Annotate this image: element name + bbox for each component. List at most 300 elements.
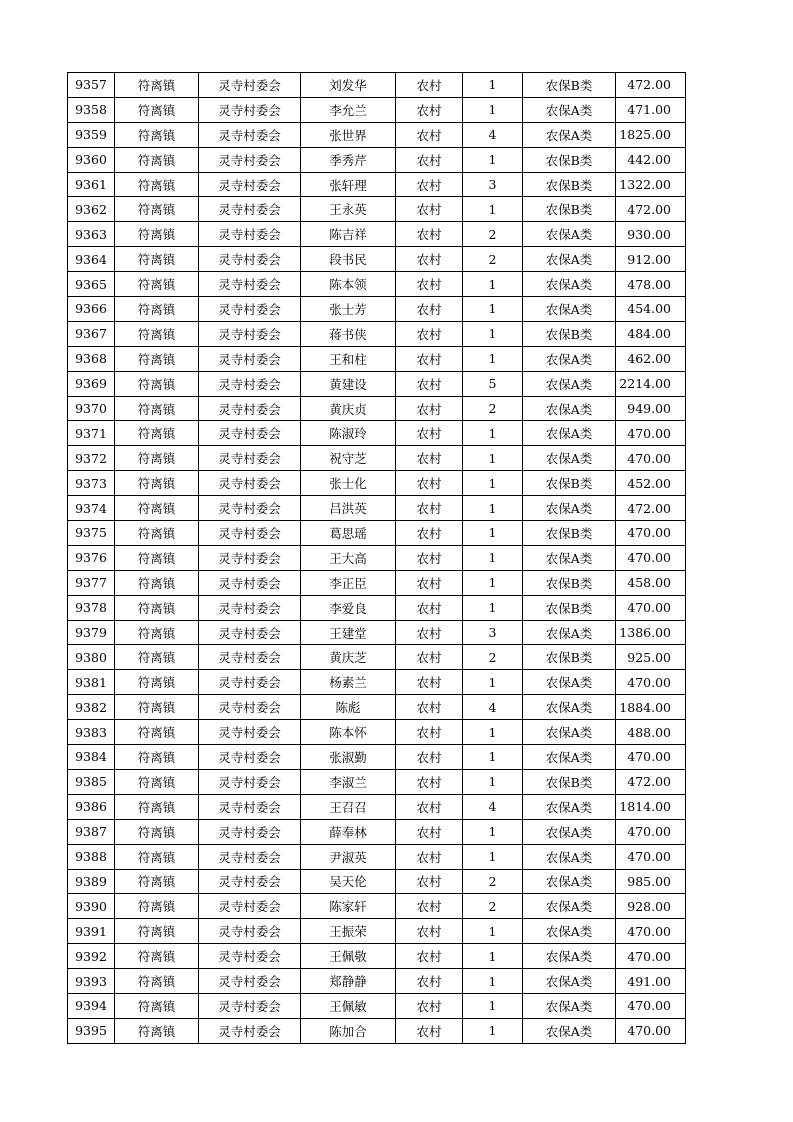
- insurance-category-cell: 农保A类: [523, 969, 616, 994]
- town-cell: 符离镇: [115, 794, 199, 819]
- town-cell: 符离镇: [115, 695, 199, 720]
- amount-cell: 472.00: [616, 197, 686, 222]
- village-committee-cell: 灵寺村委会: [199, 794, 301, 819]
- person-name-cell: 王振荣: [301, 919, 396, 944]
- area-type-cell: 农村: [396, 496, 463, 521]
- household-size-cell: 3: [463, 620, 523, 645]
- person-name-cell: 刘发华: [301, 73, 396, 98]
- person-name-cell: 王永英: [301, 197, 396, 222]
- area-type-cell: 农村: [396, 620, 463, 645]
- village-committee-cell: 灵寺村委会: [199, 944, 301, 969]
- row-number-cell: 9378: [68, 595, 115, 620]
- household-size-cell: 1: [463, 819, 523, 844]
- household-size-cell: 1: [463, 944, 523, 969]
- town-cell: 符离镇: [115, 446, 199, 471]
- household-size-cell: 1: [463, 147, 523, 172]
- household-size-cell: 1: [463, 745, 523, 770]
- table-row: [68, 321, 686, 346]
- table-row: [68, 745, 686, 770]
- town-cell: 符离镇: [115, 595, 199, 620]
- village-committee-cell: 灵寺村委会: [199, 272, 301, 297]
- person-name-cell: 段书民: [301, 247, 396, 272]
- village-committee-cell: 灵寺村委会: [199, 620, 301, 645]
- person-name-cell: 陈吉祥: [301, 222, 396, 247]
- area-type-cell: 农村: [396, 1018, 463, 1043]
- table-row: [68, 421, 686, 446]
- amount-cell: 470.00: [616, 421, 686, 446]
- town-cell: 符离镇: [115, 869, 199, 894]
- household-size-cell: 1: [463, 272, 523, 297]
- table-row: [68, 993, 686, 1018]
- area-type-cell: 农村: [396, 272, 463, 297]
- insurance-category-cell: 农保A类: [523, 247, 616, 272]
- amount-cell: 912.00: [616, 247, 686, 272]
- town-cell: 符离镇: [115, 147, 199, 172]
- person-name-cell: 陈淑玲: [301, 421, 396, 446]
- household-size-cell: 4: [463, 122, 523, 147]
- row-number-cell: 9364: [68, 247, 115, 272]
- insurance-category-cell: 农保B类: [523, 147, 616, 172]
- insurance-category-cell: 农保A类: [523, 695, 616, 720]
- amount-cell: 470.00: [616, 1018, 686, 1043]
- household-size-cell: 2: [463, 222, 523, 247]
- village-committee-cell: 灵寺村委会: [199, 97, 301, 122]
- village-committee-cell: 灵寺村委会: [199, 695, 301, 720]
- table-row: [68, 346, 686, 371]
- person-name-cell: 王和柱: [301, 346, 396, 371]
- amount-cell: 1322.00: [616, 172, 686, 197]
- town-cell: 符离镇: [115, 769, 199, 794]
- amount-cell: 925.00: [616, 645, 686, 670]
- insurance-category-cell: 农保B类: [523, 595, 616, 620]
- amount-cell: 949.00: [616, 396, 686, 421]
- household-size-cell: 1: [463, 919, 523, 944]
- area-type-cell: 农村: [396, 545, 463, 570]
- person-name-cell: 张轩理: [301, 172, 396, 197]
- village-committee-cell: 灵寺村委会: [199, 297, 301, 322]
- table-row: [68, 919, 686, 944]
- amount-cell: 484.00: [616, 321, 686, 346]
- village-committee-cell: 灵寺村委会: [199, 396, 301, 421]
- household-size-cell: 4: [463, 695, 523, 720]
- area-type-cell: 农村: [396, 172, 463, 197]
- area-type-cell: 农村: [396, 745, 463, 770]
- area-type-cell: 农村: [396, 521, 463, 546]
- row-number-cell: 9358: [68, 97, 115, 122]
- row-number-cell: 9385: [68, 769, 115, 794]
- insurance-category-cell: 农保B类: [523, 521, 616, 546]
- town-cell: 符离镇: [115, 720, 199, 745]
- area-type-cell: 农村: [396, 446, 463, 471]
- household-size-cell: 2: [463, 894, 523, 919]
- table-row: [68, 371, 686, 396]
- table-row: [68, 521, 686, 546]
- area-type-cell: 农村: [396, 819, 463, 844]
- insurance-category-cell: 农保A类: [523, 97, 616, 122]
- row-number-cell: 9369: [68, 371, 115, 396]
- household-size-cell: 1: [463, 197, 523, 222]
- village-committee-cell: 灵寺村委会: [199, 247, 301, 272]
- area-type-cell: 农村: [396, 197, 463, 222]
- area-type-cell: 农村: [396, 844, 463, 869]
- village-committee-cell: 灵寺村委会: [199, 844, 301, 869]
- person-name-cell: 陈家轩: [301, 894, 396, 919]
- amount-cell: 442.00: [616, 147, 686, 172]
- table-row: [68, 496, 686, 521]
- row-number-cell: 9366: [68, 297, 115, 322]
- town-cell: 符离镇: [115, 745, 199, 770]
- household-size-cell: 1: [463, 346, 523, 371]
- town-cell: 符离镇: [115, 645, 199, 670]
- area-type-cell: 农村: [396, 944, 463, 969]
- village-committee-cell: 灵寺村委会: [199, 919, 301, 944]
- area-type-cell: 农村: [396, 346, 463, 371]
- household-size-cell: 4: [463, 794, 523, 819]
- town-cell: 符离镇: [115, 570, 199, 595]
- household-size-cell: 1: [463, 993, 523, 1018]
- amount-cell: 470.00: [616, 944, 686, 969]
- table-row: [68, 844, 686, 869]
- area-type-cell: 农村: [396, 122, 463, 147]
- village-committee-cell: 灵寺村委会: [199, 545, 301, 570]
- amount-cell: 1884.00: [616, 695, 686, 720]
- amount-cell: 470.00: [616, 446, 686, 471]
- village-committee-cell: 灵寺村委会: [199, 197, 301, 222]
- person-name-cell: 黄建设: [301, 371, 396, 396]
- table-row: [68, 73, 686, 98]
- household-size-cell: 1: [463, 844, 523, 869]
- table-row: [68, 446, 686, 471]
- area-type-cell: 农村: [396, 894, 463, 919]
- insurance-category-cell: 农保A类: [523, 396, 616, 421]
- amount-cell: 478.00: [616, 272, 686, 297]
- table-row: [68, 894, 686, 919]
- area-type-cell: 农村: [396, 720, 463, 745]
- person-name-cell: 王佩敏: [301, 993, 396, 1018]
- amount-cell: 928.00: [616, 894, 686, 919]
- table-row: [68, 819, 686, 844]
- insurance-category-cell: 农保A类: [523, 919, 616, 944]
- insurance-category-cell: 农保A类: [523, 297, 616, 322]
- amount-cell: 488.00: [616, 720, 686, 745]
- row-number-cell: 9361: [68, 172, 115, 197]
- row-number-cell: 9394: [68, 993, 115, 1018]
- area-type-cell: 农村: [396, 869, 463, 894]
- row-number-cell: 9393: [68, 969, 115, 994]
- table-row: [68, 122, 686, 147]
- village-committee-cell: 灵寺村委会: [199, 471, 301, 496]
- household-size-cell: 1: [463, 769, 523, 794]
- insurance-category-cell: 农保A类: [523, 894, 616, 919]
- household-size-cell: 1: [463, 1018, 523, 1043]
- area-type-cell: 农村: [396, 222, 463, 247]
- household-size-cell: 1: [463, 969, 523, 994]
- household-size-cell: 1: [463, 545, 523, 570]
- table-row: [68, 720, 686, 745]
- person-name-cell: 张淑勤: [301, 745, 396, 770]
- village-committee-cell: 灵寺村委会: [199, 570, 301, 595]
- insurance-category-cell: 农保B类: [523, 172, 616, 197]
- table-row: [68, 620, 686, 645]
- row-number-cell: 9360: [68, 147, 115, 172]
- village-committee-cell: 灵寺村委会: [199, 869, 301, 894]
- row-number-cell: 9371: [68, 421, 115, 446]
- insurance-category-cell: 农保A类: [523, 1018, 616, 1043]
- village-committee-cell: 灵寺村委会: [199, 720, 301, 745]
- town-cell: 符离镇: [115, 944, 199, 969]
- amount-cell: 470.00: [616, 521, 686, 546]
- person-name-cell: 杨素兰: [301, 670, 396, 695]
- area-type-cell: 农村: [396, 321, 463, 346]
- household-size-cell: 1: [463, 97, 523, 122]
- village-committee-cell: 灵寺村委会: [199, 769, 301, 794]
- village-committee-cell: 灵寺村委会: [199, 421, 301, 446]
- village-committee-cell: 灵寺村委会: [199, 894, 301, 919]
- insurance-category-cell: 农保B类: [523, 570, 616, 595]
- person-name-cell: 葛思瑶: [301, 521, 396, 546]
- area-type-cell: 农村: [396, 595, 463, 620]
- town-cell: 符离镇: [115, 993, 199, 1018]
- amount-cell: 470.00: [616, 745, 686, 770]
- insurance-category-cell: 农保B类: [523, 769, 616, 794]
- person-name-cell: 张世界: [301, 122, 396, 147]
- household-size-cell: 1: [463, 446, 523, 471]
- area-type-cell: 农村: [396, 73, 463, 98]
- table-row: [68, 222, 686, 247]
- person-name-cell: 张士芳: [301, 297, 396, 322]
- table-row: [68, 545, 686, 570]
- person-name-cell: 李允兰: [301, 97, 396, 122]
- amount-cell: 470.00: [616, 993, 686, 1018]
- area-type-cell: 农村: [396, 471, 463, 496]
- insurance-category-cell: 农保A类: [523, 993, 616, 1018]
- town-cell: 符离镇: [115, 346, 199, 371]
- insurance-category-cell: 农保A类: [523, 869, 616, 894]
- area-type-cell: 农村: [396, 570, 463, 595]
- village-committee-cell: 灵寺村委会: [199, 969, 301, 994]
- person-name-cell: 王召召: [301, 794, 396, 819]
- row-number-cell: 9362: [68, 197, 115, 222]
- row-number-cell: 9373: [68, 471, 115, 496]
- amount-cell: 472.00: [616, 496, 686, 521]
- insurance-category-cell: 农保B类: [523, 73, 616, 98]
- person-name-cell: 尹淑英: [301, 844, 396, 869]
- town-cell: 符离镇: [115, 247, 199, 272]
- amount-cell: 985.00: [616, 869, 686, 894]
- amount-cell: 1386.00: [616, 620, 686, 645]
- household-size-cell: 1: [463, 471, 523, 496]
- person-name-cell: 王佩敬: [301, 944, 396, 969]
- amount-cell: 930.00: [616, 222, 686, 247]
- table-row: [68, 645, 686, 670]
- row-number-cell: 9384: [68, 745, 115, 770]
- person-name-cell: 陈本怀: [301, 720, 396, 745]
- town-cell: 符离镇: [115, 272, 199, 297]
- area-type-cell: 农村: [396, 247, 463, 272]
- row-number-cell: 9370: [68, 396, 115, 421]
- table-row: [68, 272, 686, 297]
- village-committee-cell: 灵寺村委会: [199, 521, 301, 546]
- insurance-category-cell: 农保A类: [523, 496, 616, 521]
- insurance-category-cell: 农保A类: [523, 371, 616, 396]
- town-cell: 符离镇: [115, 222, 199, 247]
- amount-cell: 472.00: [616, 73, 686, 98]
- amount-cell: 1825.00: [616, 122, 686, 147]
- table-row: [68, 197, 686, 222]
- row-number-cell: 9365: [68, 272, 115, 297]
- household-size-cell: 1: [463, 73, 523, 98]
- person-name-cell: 黄庆贞: [301, 396, 396, 421]
- table-row: [68, 969, 686, 994]
- village-committee-cell: 灵寺村委会: [199, 819, 301, 844]
- insurance-category-cell: 农保A类: [523, 272, 616, 297]
- amount-cell: 491.00: [616, 969, 686, 994]
- amount-cell: 470.00: [616, 545, 686, 570]
- table-row: [68, 247, 686, 272]
- town-cell: 符离镇: [115, 919, 199, 944]
- area-type-cell: 农村: [396, 396, 463, 421]
- town-cell: 符离镇: [115, 197, 199, 222]
- table-row: [68, 172, 686, 197]
- town-cell: 符离镇: [115, 396, 199, 421]
- row-number-cell: 9367: [68, 321, 115, 346]
- amount-cell: 470.00: [616, 595, 686, 620]
- row-number-cell: 9390: [68, 894, 115, 919]
- benefits-table: [67, 72, 686, 1044]
- row-number-cell: 9389: [68, 869, 115, 894]
- amount-cell: 471.00: [616, 97, 686, 122]
- town-cell: 符离镇: [115, 894, 199, 919]
- table-row: [68, 97, 686, 122]
- town-cell: 符离镇: [115, 421, 199, 446]
- insurance-category-cell: 农保A类: [523, 122, 616, 147]
- insurance-category-cell: 农保A类: [523, 720, 616, 745]
- row-number-cell: 9381: [68, 670, 115, 695]
- row-number-cell: 9372: [68, 446, 115, 471]
- town-cell: 符离镇: [115, 172, 199, 197]
- village-committee-cell: 灵寺村委会: [199, 222, 301, 247]
- table-row: [68, 794, 686, 819]
- area-type-cell: 农村: [396, 919, 463, 944]
- village-committee-cell: 灵寺村委会: [199, 172, 301, 197]
- household-size-cell: 1: [463, 670, 523, 695]
- town-cell: 符离镇: [115, 521, 199, 546]
- area-type-cell: 农村: [396, 769, 463, 794]
- town-cell: 符离镇: [115, 545, 199, 570]
- amount-cell: 458.00: [616, 570, 686, 595]
- table-row: [68, 396, 686, 421]
- person-name-cell: 张士化: [301, 471, 396, 496]
- table-row: [68, 471, 686, 496]
- person-name-cell: 季秀芹: [301, 147, 396, 172]
- person-name-cell: 陈本领: [301, 272, 396, 297]
- amount-cell: 470.00: [616, 819, 686, 844]
- area-type-cell: 农村: [396, 794, 463, 819]
- household-size-cell: 2: [463, 645, 523, 670]
- village-committee-cell: 灵寺村委会: [199, 595, 301, 620]
- row-number-cell: 9382: [68, 695, 115, 720]
- household-size-cell: 1: [463, 595, 523, 620]
- household-size-cell: 1: [463, 521, 523, 546]
- insurance-category-cell: 农保A类: [523, 222, 616, 247]
- insurance-category-cell: 农保A类: [523, 844, 616, 869]
- insurance-category-cell: 农保B类: [523, 471, 616, 496]
- village-committee-cell: 灵寺村委会: [199, 147, 301, 172]
- area-type-cell: 农村: [396, 670, 463, 695]
- person-name-cell: 黄庆芝: [301, 645, 396, 670]
- area-type-cell: 农村: [396, 97, 463, 122]
- area-type-cell: 农村: [396, 969, 463, 994]
- row-number-cell: 9357: [68, 73, 115, 98]
- town-cell: 符离镇: [115, 371, 199, 396]
- town-cell: 符离镇: [115, 844, 199, 869]
- row-number-cell: 9379: [68, 620, 115, 645]
- amount-cell: 470.00: [616, 670, 686, 695]
- area-type-cell: 农村: [396, 147, 463, 172]
- town-cell: 符离镇: [115, 969, 199, 994]
- person-name-cell: 吕洪英: [301, 496, 396, 521]
- table-row: [68, 147, 686, 172]
- person-name-cell: 吴天伦: [301, 869, 396, 894]
- household-size-cell: 2: [463, 869, 523, 894]
- row-number-cell: 9383: [68, 720, 115, 745]
- town-cell: 符离镇: [115, 321, 199, 346]
- household-size-cell: 1: [463, 496, 523, 521]
- person-name-cell: 蒋书侠: [301, 321, 396, 346]
- insurance-category-cell: 农保A类: [523, 745, 616, 770]
- row-number-cell: 9388: [68, 844, 115, 869]
- person-name-cell: 祝守芝: [301, 446, 396, 471]
- person-name-cell: 郑静静: [301, 969, 396, 994]
- amount-cell: 454.00: [616, 297, 686, 322]
- row-number-cell: 9368: [68, 346, 115, 371]
- town-cell: 符离镇: [115, 297, 199, 322]
- town-cell: 符离镇: [115, 670, 199, 695]
- row-number-cell: 9380: [68, 645, 115, 670]
- row-number-cell: 9374: [68, 496, 115, 521]
- area-type-cell: 农村: [396, 371, 463, 396]
- person-name-cell: 王建堂: [301, 620, 396, 645]
- insurance-category-cell: 农保A类: [523, 545, 616, 570]
- household-size-cell: 5: [463, 371, 523, 396]
- household-size-cell: 1: [463, 321, 523, 346]
- household-size-cell: 1: [463, 297, 523, 322]
- village-committee-cell: 灵寺村委会: [199, 645, 301, 670]
- table-row: [68, 670, 686, 695]
- amount-cell: 470.00: [616, 844, 686, 869]
- row-number-cell: 9359: [68, 122, 115, 147]
- amount-cell: 1814.00: [616, 794, 686, 819]
- village-committee-cell: 灵寺村委会: [199, 745, 301, 770]
- row-number-cell: 9392: [68, 944, 115, 969]
- row-number-cell: 9376: [68, 545, 115, 570]
- insurance-category-cell: 农保B类: [523, 321, 616, 346]
- town-cell: 符离镇: [115, 122, 199, 147]
- town-cell: 符离镇: [115, 471, 199, 496]
- insurance-category-cell: 农保A类: [523, 794, 616, 819]
- village-committee-cell: 灵寺村委会: [199, 496, 301, 521]
- person-name-cell: 李淑兰: [301, 769, 396, 794]
- insurance-category-cell: 农保A类: [523, 670, 616, 695]
- table-row: [68, 869, 686, 894]
- insurance-category-cell: 农保B类: [523, 197, 616, 222]
- village-committee-cell: 灵寺村委会: [199, 321, 301, 346]
- person-name-cell: 薛奉林: [301, 819, 396, 844]
- table-row: [68, 595, 686, 620]
- row-number-cell: 9363: [68, 222, 115, 247]
- amount-cell: 462.00: [616, 346, 686, 371]
- table-row: [68, 944, 686, 969]
